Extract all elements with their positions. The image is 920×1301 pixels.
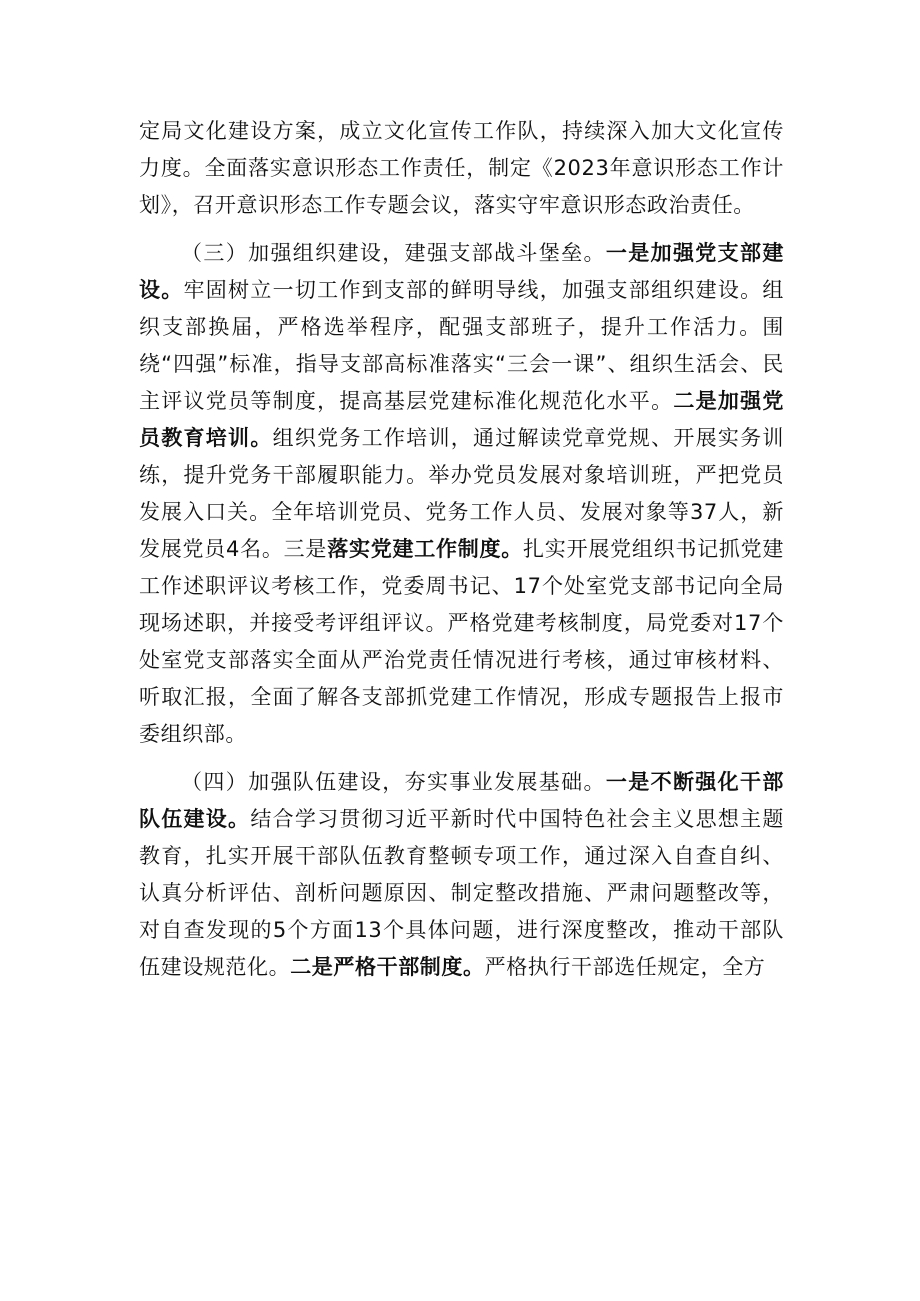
- document-body: [139, 113, 784, 986]
- bold-point-three: 落实党建工作制度。: [327, 537, 524, 561]
- paragraph-text: 严格执行干部选任规定，全方: [484, 955, 766, 979]
- paragraph-organization: [139, 235, 784, 753]
- paragraph-text: 扎实开展党组织书记抓党建工作述职评议考核工作，党委周书记、17个处室党支部书记向全局现场述职，并接受考评组评议。严格党建考核制度，局党委对17个处室党支部落实全面从严治党责任情况进行考核，通过审核材料、听取汇报，全面了解各支部抓党建工作情况，形成专题报告上报市委组织部。: [139, 537, 785, 746]
- paragraph-team: [139, 764, 784, 986]
- paragraph-culture: [139, 113, 784, 224]
- bold-point-two: 二是严格干部制度。: [290, 955, 485, 979]
- paragraph-text: 结合学习贯彻习近平新时代中国特色社会主义思想主题教育，扎实开展干部队伍教育整顿专项工作，通过深入自查自纠、认真分析评估、剖析问题原因、制定整改措施、严肃问题整改等，对自查发现的5个方面13个具体问题，进行深度整改，推动干部队伍建设规范化。: [139, 807, 784, 979]
- bold-point-one: 一是不断强化干部队伍建设。: [139, 770, 784, 831]
- paragraph-text: 牢固树立一切工作到支部的鲜明导线，加强支部组织建设。组织支部换届，严格选举程序，配强支部班子，提升工作活力。围绕“四强”标准，指导支部高标准落实“三会一课”、组织生活会、民主评议党员等制度，提高基层党建标准化规范化水平。: [139, 278, 784, 413]
- bold-point-one: 一是加强党支部建设。: [139, 241, 784, 302]
- bold-point-two: 二是加强党员教育培训。: [139, 389, 784, 450]
- section-heading-three: （三）加强组织建设，建强支部战斗堡垒。: [181, 241, 606, 265]
- paragraph-text: 定局文化建设方案，成立文化宣传工作队，持续深入加大文化宣传力度。全面落实意识形态工作责任，制定《2023年意识形态工作计划》，召开意识形态工作专题会议，落实守牢意识形态政治责任。: [139, 119, 784, 217]
- section-heading-four: （四）加强队伍建设，夯实事业发展基础。: [181, 770, 606, 794]
- paragraph-text: 组织党务工作培训，通过解读党章党规、开展实务训练，提升党务干部履职能力。举办党员发展对象培训班，严把党员发展入口关。全年培训党员、党务工作人员、发展对象等37人，新发展党员4名。三是: [139, 426, 784, 561]
